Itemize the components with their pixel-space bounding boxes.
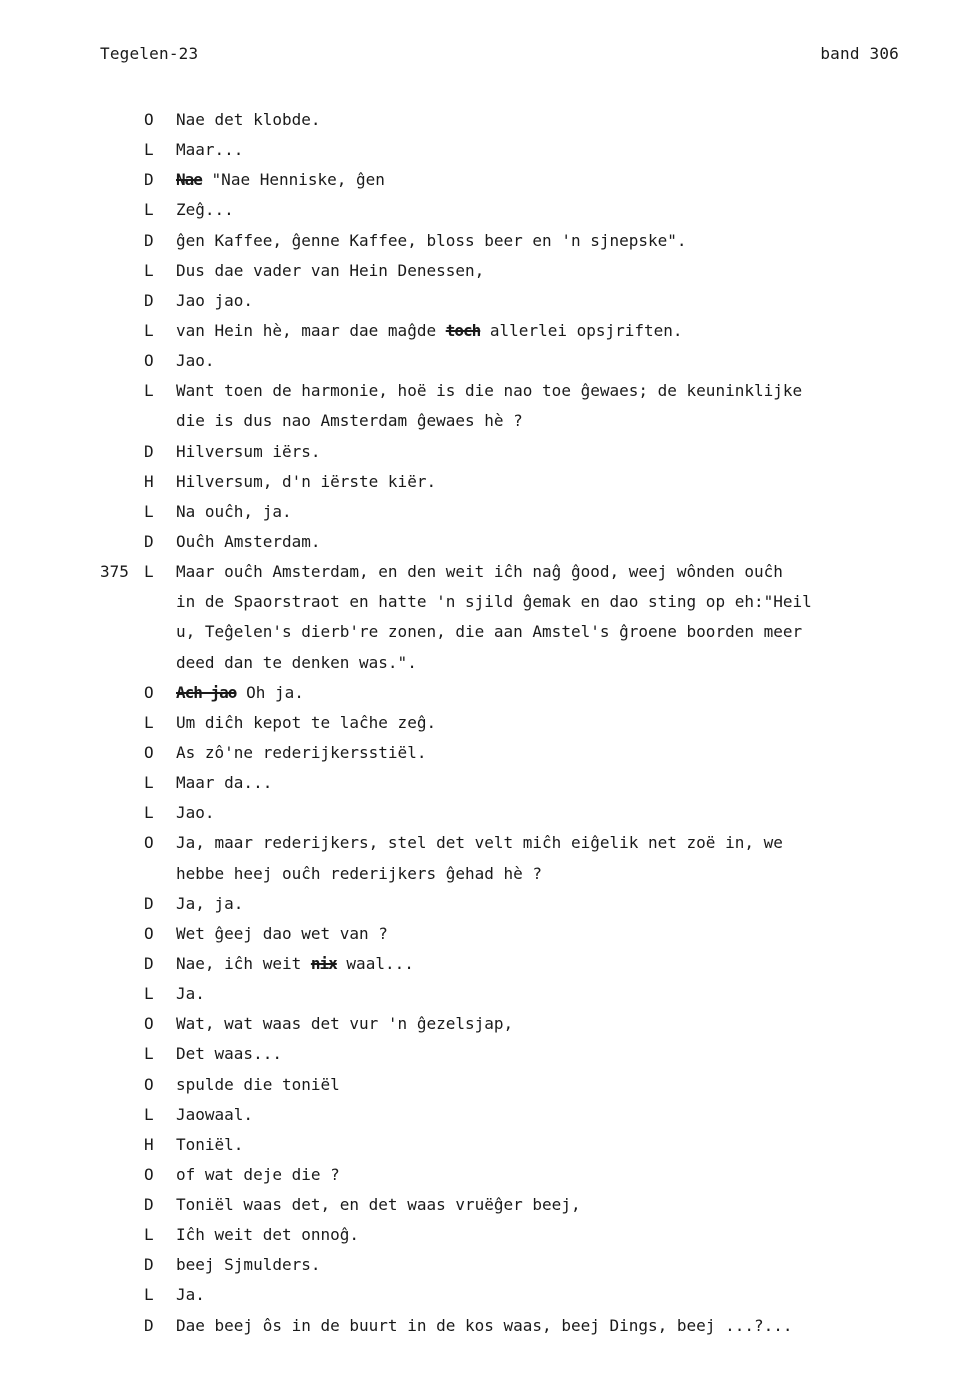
speaker-code: O <box>144 682 154 702</box>
utterance-text <box>176 1220 919 1250</box>
transcript-line <box>0 497 979 527</box>
utterance-main: Um diĉh kepot te laĉhe zeĝ. <box>176 712 437 732</box>
utterance-main: Hilversum iërs. <box>176 441 321 461</box>
speaker-code: O <box>144 351 154 371</box>
transcript-line <box>0 1070 979 1100</box>
utterance-main: allerlei opsjriften. <box>489 320 683 340</box>
speaker-code: L <box>144 501 154 521</box>
transcript-line <box>0 527 979 557</box>
utterance-text <box>176 708 919 738</box>
speaker-code: D <box>144 893 154 913</box>
transcript-line <box>0 1009 979 1039</box>
utterance-text <box>176 648 919 678</box>
transcript-line <box>0 195 979 225</box>
speaker-code: O <box>144 833 154 853</box>
transcript-line <box>0 738 979 768</box>
utterance-main: in de Spaorstraot en hatte 'n sjild ĝemak en dao sting op eh:"Heil <box>176 592 812 612</box>
utterance-text <box>176 919 919 949</box>
utterance-text <box>176 376 919 406</box>
utterance-text <box>176 165 919 195</box>
utterance-main: waal... <box>346 953 414 973</box>
utterance-main: deed dan te denken was.". <box>176 652 417 672</box>
utterance-text <box>176 949 919 979</box>
utterance-main: Hilversum, d'n iërste kiër. <box>176 471 437 491</box>
speaker-code: L <box>144 773 154 793</box>
struck-out-text: toch <box>445 320 481 340</box>
utterance-main: Maar ouĉh Amsterdam, en den weit iĉh naĝ ĝood, weej wônden ouĉh <box>176 562 783 582</box>
utterance-text <box>176 1039 919 1069</box>
transcript-line <box>0 828 979 858</box>
utterance-text <box>176 768 919 798</box>
speaker-code: L <box>144 1044 154 1064</box>
utterance-text <box>176 1009 919 1039</box>
transcript-line <box>0 949 979 979</box>
utterance-text <box>176 406 919 436</box>
utterance-text <box>176 497 919 527</box>
utterance-main: Jao. <box>176 351 215 371</box>
utterance-text <box>176 738 919 768</box>
utterance-main: Zeĝ... <box>176 200 234 220</box>
utterance-text <box>176 256 919 286</box>
transcript-line <box>0 648 979 678</box>
transcript-line <box>0 437 979 467</box>
line-number: 375 <box>100 562 129 582</box>
speaker-code: O <box>144 1164 154 1184</box>
utterance-main: Wet ĝeej dao wet van ? <box>176 923 388 943</box>
transcript-line <box>0 1039 979 1069</box>
utterance-main: Det waas... <box>176 1044 282 1064</box>
utterance-text <box>176 1250 919 1280</box>
transcript-line <box>0 406 979 436</box>
transcript-line <box>0 165 979 195</box>
transcript-line <box>0 708 979 738</box>
utterance-main: Want toen de harmonie, hoë is die nao toe ĝewaes; de keuninklijke <box>176 381 803 401</box>
utterance-main: As zô'ne rederijkersstiël. <box>176 742 427 762</box>
utterance-text <box>176 437 919 467</box>
utterance-prefix: Nae, iĉh weit <box>176 953 302 973</box>
transcript-line <box>0 617 979 647</box>
utterance-text <box>176 135 919 165</box>
utterance-text <box>176 1190 919 1220</box>
tape-number: band 306 <box>820 44 899 63</box>
utterance-text <box>176 678 919 708</box>
utterance-main: Ja. <box>176 984 205 1004</box>
speaker-code: D <box>144 230 154 250</box>
utterance-text <box>176 859 919 889</box>
utterance-main: Dus dae vader van Hein Denessen, <box>176 260 485 280</box>
utterance-text <box>176 105 919 135</box>
utterance-text <box>176 1130 919 1160</box>
utterance-text <box>176 587 919 617</box>
utterance-main: Ja, ja. <box>176 893 244 913</box>
transcript-line <box>0 1311 979 1341</box>
speaker-code: H <box>144 471 154 491</box>
transcript-line <box>0 889 979 919</box>
utterance-text <box>176 286 919 316</box>
speaker-code: D <box>144 290 154 310</box>
speaker-code: D <box>144 531 154 551</box>
utterance-prefix: van Hein hè, maar dae maĝde <box>176 320 437 340</box>
utterance-text <box>176 979 919 1009</box>
utterance-main: u, Teĝelen's dierb're zonen, die aan Amstel's ĝroene boorden meer <box>176 622 803 642</box>
transcript-line <box>0 316 979 346</box>
utterance-text <box>176 316 919 346</box>
transcript-line <box>0 467 979 497</box>
utterance-main: Toniël waas det, en det waas vruëĝer beej, <box>176 1195 581 1215</box>
speaker-code: L <box>144 1225 154 1245</box>
utterance-main: Jao jao. <box>176 290 254 310</box>
speaker-code: L <box>144 1285 154 1305</box>
transcript-line <box>0 859 979 889</box>
utterance-text <box>176 798 919 828</box>
utterance-main: Nae det klobde. <box>176 110 321 129</box>
utterance-text <box>176 467 919 497</box>
utterance-main: Ouĉh Amsterdam. <box>176 531 321 551</box>
speaker-code: L <box>144 712 154 732</box>
transcript-body <box>0 105 979 1341</box>
transcript-line <box>0 919 979 949</box>
transcript-line <box>0 1130 979 1160</box>
utterance-text <box>176 557 919 587</box>
utterance-main: Ja. <box>176 1285 205 1305</box>
utterance-main: Toniël. <box>176 1134 244 1154</box>
struck-out-text: nix <box>310 953 337 973</box>
speaker-code: O <box>144 923 154 943</box>
utterance-text <box>176 527 919 557</box>
utterance-text <box>176 1100 919 1130</box>
utterance-text <box>176 1070 919 1100</box>
speaker-code: O <box>144 1074 154 1094</box>
utterance-main: Na ouĉh, ja. <box>176 501 292 521</box>
transcript-line <box>0 1220 979 1250</box>
struck-out-text: Nae <box>176 170 202 190</box>
utterance-main: Dae beej ôs in de buurt in de kos waas, beej Dings, beej ...?... <box>176 1315 793 1335</box>
speaker-code: D <box>144 1255 154 1275</box>
transcript-line <box>0 256 979 286</box>
speaker-code: L <box>144 803 154 823</box>
transcript-line <box>0 135 979 165</box>
utterance-text <box>176 346 919 376</box>
transcript-line <box>0 1280 979 1310</box>
transcript-line <box>0 346 979 376</box>
utterance-text <box>176 828 919 858</box>
speaker-code: D <box>144 170 154 190</box>
transcript-line <box>0 1160 979 1190</box>
utterance-main: beej Sjmulders. <box>176 1255 321 1275</box>
transcript-line <box>0 226 979 256</box>
utterance-main: Oh ja. <box>246 682 304 702</box>
speaker-code: O <box>144 742 154 762</box>
transcript-line <box>0 979 979 1009</box>
transcript-line <box>0 1250 979 1280</box>
utterance-main: spulde die toniël <box>176 1074 340 1094</box>
utterance-main: ĝen Kaffee, ĝenne Kaffee, bloss beer en 'n sjnepske". <box>176 230 687 250</box>
utterance-text <box>176 195 919 225</box>
transcript-line <box>0 105 979 135</box>
speaker-code: L <box>144 1104 154 1124</box>
speaker-code: D <box>144 441 154 461</box>
utterance-main: hebbe heej ouĉh rederijkers ĝehad hè ? <box>176 863 543 883</box>
speaker-code: D <box>144 1195 154 1215</box>
struck-out-text: Ach jao <box>176 682 237 702</box>
speaker-code: L <box>144 984 154 1004</box>
document-id: Tegelen-23 <box>100 44 199 63</box>
utterance-text <box>176 889 919 919</box>
utterance-main: Jao. <box>176 803 215 823</box>
speaker-code: L <box>144 381 154 401</box>
transcript-line <box>0 1190 979 1220</box>
utterance-main: die is dus nao Amsterdam ĝewaes hè ? <box>176 411 523 431</box>
utterance-text <box>176 1311 919 1341</box>
utterance-main: Maar da... <box>176 773 273 793</box>
speaker-code: O <box>144 1014 154 1034</box>
transcript-line <box>0 678 979 708</box>
utterance-main: Wat, wat waas det vur 'n ĝezelsjap, <box>176 1014 514 1034</box>
transcript-line <box>0 798 979 828</box>
utterance-text <box>176 1160 919 1190</box>
transcript-line <box>0 587 979 617</box>
utterance-main: Iĉh weit det onnoĝ. <box>176 1225 360 1245</box>
speaker-code: L <box>144 320 154 340</box>
transcript-line <box>0 286 979 316</box>
speaker-code: L <box>144 200 154 220</box>
transcript-line <box>0 768 979 798</box>
speaker-code: D <box>144 953 154 973</box>
transcript-line <box>0 376 979 406</box>
utterance-text <box>176 1280 919 1310</box>
utterance-main: Jaowaal. <box>176 1104 254 1124</box>
speaker-code: L <box>144 260 154 280</box>
utterance-main: "Nae Henniske, ĝen <box>211 170 385 190</box>
speaker-code: L <box>144 562 154 582</box>
transcript-line <box>0 557 979 587</box>
utterance-main: Maar... <box>176 140 244 160</box>
speaker-code: H <box>144 1134 154 1154</box>
utterance-text <box>176 226 919 256</box>
speaker-code: O <box>144 110 154 129</box>
utterance-main: Ja, maar rederijkers, stel det velt miĉh eiĝelik net zoë in, we <box>176 833 783 853</box>
utterance-main: of wat deje die ? <box>176 1164 340 1184</box>
speaker-code: D <box>144 1315 154 1335</box>
utterance-text <box>176 617 919 647</box>
speaker-code: L <box>144 140 154 160</box>
transcript-line <box>0 1100 979 1130</box>
